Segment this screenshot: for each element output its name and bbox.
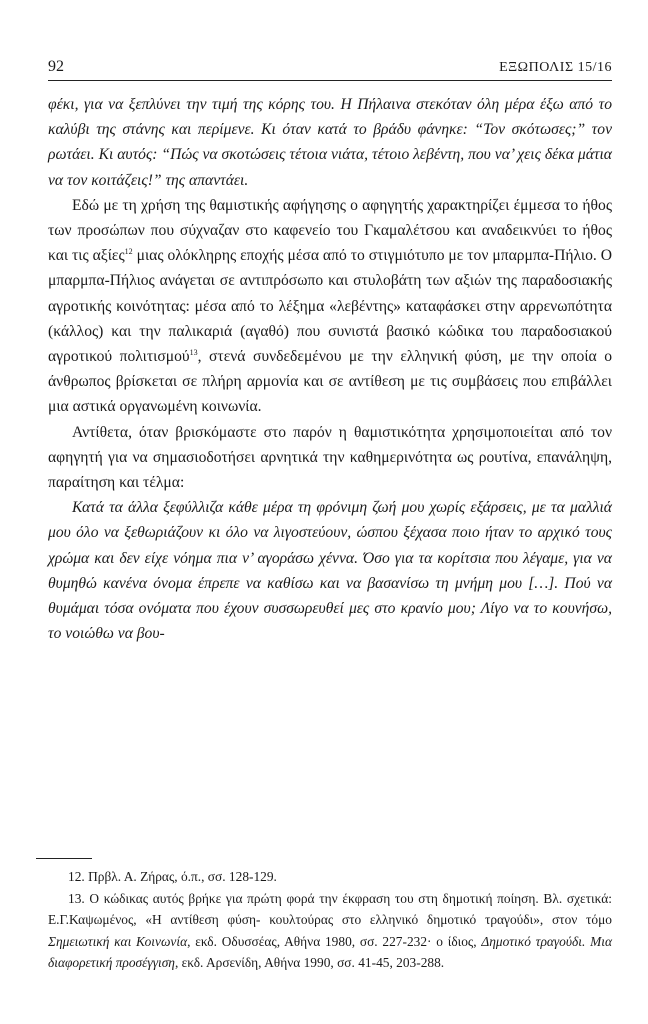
paragraph-block-quote: Κατά τα άλλα ξεφύλλιζα κάθε μέρα τη φρόνιμη ζωή μου χωρίς εξάρσεις, με τα μαλλιά μου όλο να ξεθωριάζουν κι όλο να λιγοστεύουν, ώσπου ξέχασα ποιο ήταν το αρχικό τους χρώμα και δεν είχε νόημα πια ν’ αγοράσω χέννα. Όσο για τα κορίτσια που λέγαμε, για να θυμηθώ κανένα όνομα έπρεπε να καθίσω και να βασανίσω τη μνήμη μου […]. Πού να θυμάμαι τόσα ονόματα που έχουν συσσωρευθεί μες στο κρανίο μου; Λίγο να το κουνήσω, το νοιώθω να βου- (48, 499, 612, 643)
paragraph-quote-continuation: φέκι, για να ξεπλύνει την τιμή της κόρης του. Η Πήλαινα στεκόταν όλη μέρα έξω από το καλύβι της στάνης και περίμενε. Κι όταν κατά το βράδυ φάνηκε: “Τον σκότωσες;” τον ρωτάει. Κι αυτός: “Πώς να σκοτώσεις τέτοια νιάτα, τέτοιο λεβέντη, που να’ χεις δέκα μάτια να τον κοιτάζεις!” της απαντάει. (48, 96, 612, 189)
page-number: 92 (48, 58, 64, 75)
footnote-13-book-title-1: Σημειωτική και Κοινωνία (48, 933, 188, 949)
footnote-13-part-2: , εκδ. Οδυσσέας, Αθήνα 1980, σσ. 227-232· ο ίδιος, (187, 933, 482, 949)
footnote-13-book-title-2: Δημοτικό τραγούδι. Μια διαφορετική προσέγγιση (48, 933, 612, 970)
footnote-13-part-1: 13. Ο κώδικας αυτός βρήκε για πρώτη φορά την έκφραση του στη δημοτική ποίηση. Βλ. σχετικά: Ε.Γ.Καψωμένος, «Η αντίθεση φύση- κουλτούρας στο ελληνικό δημοτικό τραγούδι», στον τόμο (48, 890, 612, 927)
paragraph-contrast: Αντίθετα, όταν βρισκόμαστε στο παρόν η θαμιστικότητα χρησιμοποιείται από τον αφηγητή για να σημασιοδοτήσει αρνητικά την καθημερινότητα ως ρουτίνα, επανάληψη, παραίτηση και τέλμα: (48, 423, 612, 492)
footnote-ref-12: 12 (124, 247, 133, 257)
footnote-ref-13: 13 (189, 347, 198, 357)
footnote-13 (48, 888, 612, 974)
body-text (48, 92, 612, 646)
page-header (48, 56, 612, 81)
paragraph-analysis-part-1: Εδώ με τη χρήση της θαμιστικής αφήγησης ο αφηγητής χαρακτηρίζει έμμεσα το ήθος των προσώπων που σύχναζαν στο καφενείο του Γκαμαλέτσου και αναδεικνύει το ήθος και τις αξίες (48, 196, 612, 265)
paragraph-analysis-part-3: , στενά συνδεδεμένου με την ελληνική φύση, με την οποία ο άνθρωπος βρίσκεται σε πλήρη αρμονία και σε αντίθεση με τις συμβάσεις που επιβάλλει μια αστικά οργανωμένη κοινωνία. (48, 348, 612, 416)
running-head: ΕΞΩΠΟΛΙΣ 15/16 (499, 60, 612, 75)
paragraph-analysis (48, 193, 612, 420)
paragraph-analysis-part-2: μιας ολόκληρης εποχής μέσα από το στιγμιότυπο με τον μπαρμπα-Πήλιο. Ο μπαρμπα-Πήλιος ανάγεται σε αντιπρόσωπο και στυλοβάτη των αξιών της παραδοσιακής αγροτικής κοινότητας: μέσα από το λέξημα «λεβέντης» καταφάσκει στην αρρενωπότητα (κάλλος) και την παλικαριά (αγαθό) που συνιστά βασικό κώδικα του παραδοσιακού αγροτικού πολιτισμού (48, 247, 612, 366)
footnote-divider (36, 858, 92, 859)
footnotes (48, 866, 612, 974)
footnote-12: 12. Πρβλ. Α. Ζήρας, ό.π., σσ. 128-129. (68, 869, 277, 884)
footnote-13-part-3: , εκδ. Αρσενίδη, Αθήνα 1990, σσ. 41-45, 203-288. (174, 955, 445, 970)
